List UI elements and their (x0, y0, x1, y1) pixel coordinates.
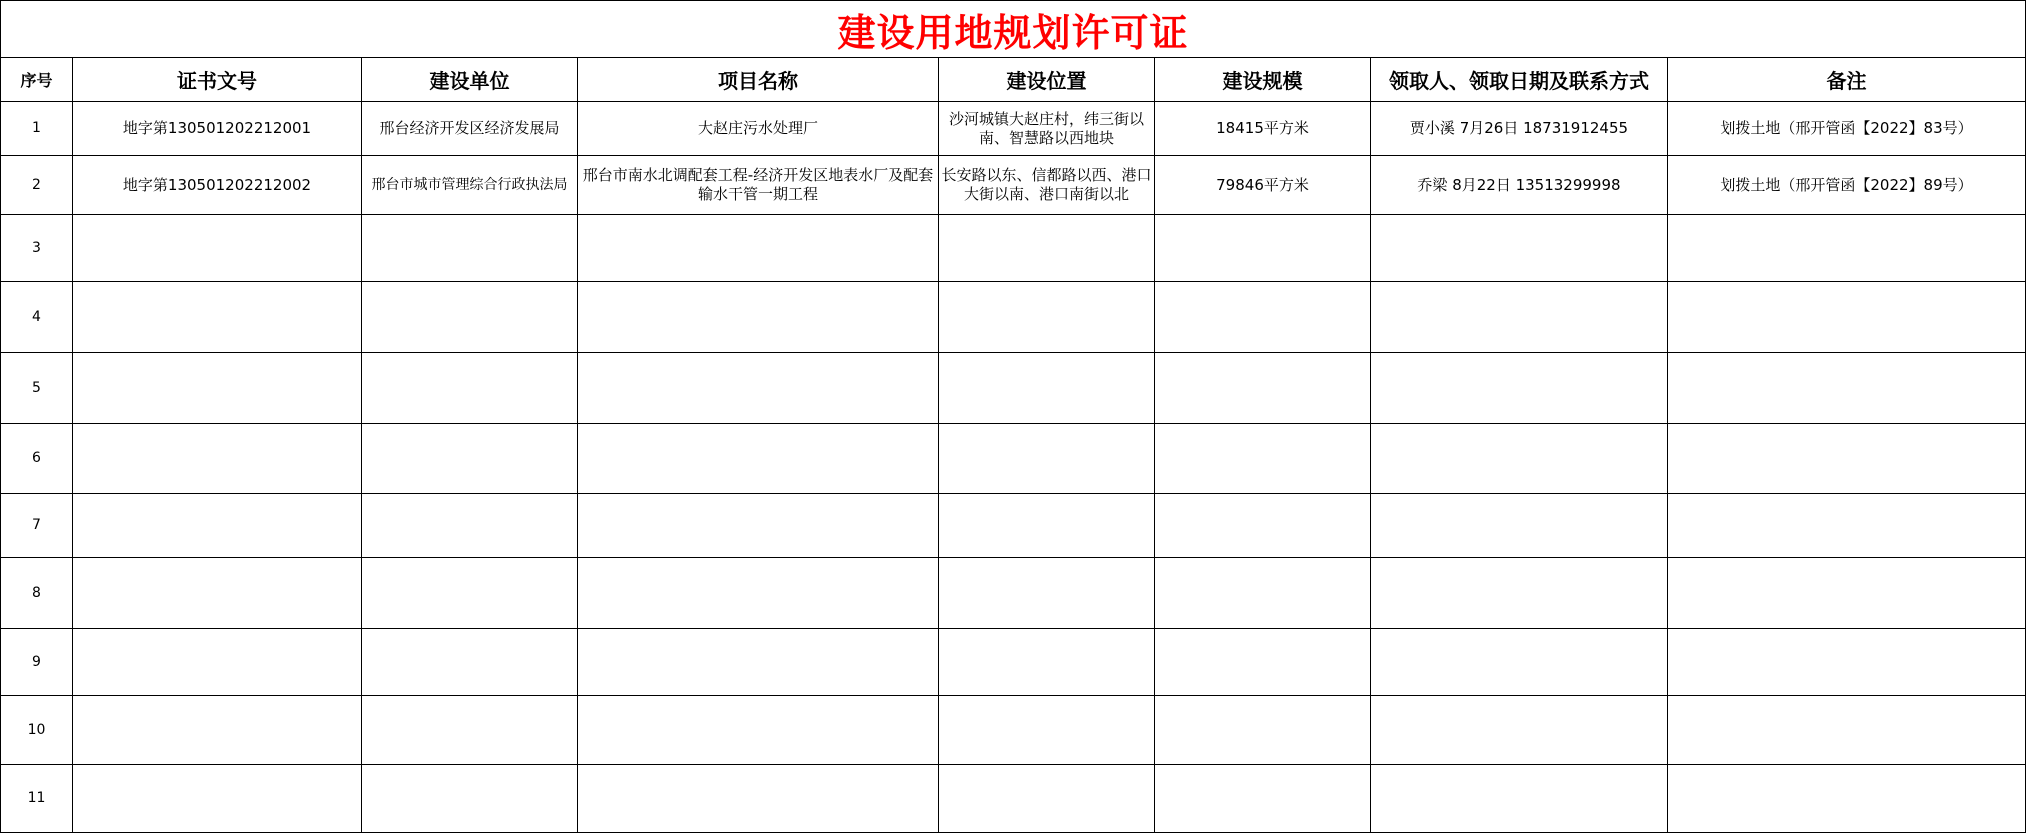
table-row (1, 282, 2026, 353)
empty-cell[interactable] (939, 629, 1155, 696)
empty-cell[interactable] (362, 558, 578, 629)
empty-cell[interactable] (362, 696, 578, 765)
empty-cell[interactable] (578, 494, 939, 558)
empty-cell[interactable] (1668, 424, 2026, 494)
cell-index[interactable]: 3 (1, 215, 73, 282)
page-title[interactable]: 建设用地规划许可证 (1, 1, 2026, 58)
empty-cell[interactable] (73, 282, 362, 353)
cell-index[interactable]: 8 (1, 558, 73, 629)
cell-scale[interactable]: 18415平方米 (1155, 102, 1371, 156)
empty-cell[interactable] (939, 424, 1155, 494)
empty-cell[interactable] (939, 215, 1155, 282)
empty-cell[interactable] (362, 424, 578, 494)
empty-cell[interactable] (578, 215, 939, 282)
table-row (1, 765, 2026, 833)
cell-index[interactable]: 5 (1, 353, 73, 424)
empty-cell[interactable] (578, 424, 939, 494)
empty-cell[interactable] (1371, 282, 1668, 353)
cell-location[interactable]: 沙河城镇大赵庄村，纬三街以南、智慧路以西地块 (939, 102, 1155, 156)
empty-cell[interactable] (1155, 629, 1371, 696)
empty-cell[interactable] (1371, 424, 1668, 494)
cell-remark[interactable]: 划拨土地（邢开管函【2022】89号） (1668, 156, 2026, 215)
empty-cell[interactable] (1668, 353, 2026, 424)
empty-cell[interactable] (73, 424, 362, 494)
empty-cell[interactable] (1668, 215, 2026, 282)
cell-project[interactable]: 邢台市南水北调配套工程-经济开发区地表水厂及配套输水干管一期工程 (578, 156, 939, 215)
empty-cell[interactable] (1371, 353, 1668, 424)
table-row (1, 696, 2026, 765)
empty-cell[interactable] (1371, 558, 1668, 629)
cell-index[interactable]: 7 (1, 494, 73, 558)
empty-cell[interactable] (1155, 353, 1371, 424)
title-row (1, 1, 2026, 58)
cell-cert-no[interactable]: 地字第130501202212001 (73, 102, 362, 156)
empty-cell[interactable] (1668, 494, 2026, 558)
empty-cell[interactable] (1371, 765, 1668, 833)
empty-cell[interactable] (1155, 282, 1371, 353)
cell-index[interactable]: 11 (1, 765, 73, 833)
cell-receiver[interactable]: 乔梁 8月22日 13513299998 (1371, 156, 1668, 215)
empty-cell[interactable] (939, 494, 1155, 558)
header-receiver[interactable]: 领取人、领取日期及联系方式 (1371, 58, 1668, 102)
cell-scale[interactable]: 79846平方米 (1155, 156, 1371, 215)
cell-location[interactable]: 长安路以东、信都路以西、港口大街以南、港口南街以北 (939, 156, 1155, 215)
table-row (1, 424, 2026, 494)
table-row (1, 215, 2026, 282)
table-row (1, 156, 2026, 215)
empty-cell[interactable] (73, 558, 362, 629)
header-scale[interactable]: 建设规模 (1155, 58, 1371, 102)
empty-cell[interactable] (939, 353, 1155, 424)
cell-receiver[interactable]: 贾小溪 7月26日 18731912455 (1371, 102, 1668, 156)
table-row (1, 629, 2026, 696)
empty-cell[interactable] (362, 765, 578, 833)
empty-cell[interactable] (1371, 215, 1668, 282)
empty-cell[interactable] (1668, 765, 2026, 833)
empty-cell[interactable] (73, 353, 362, 424)
empty-cell[interactable] (362, 494, 578, 558)
empty-cell[interactable] (362, 629, 578, 696)
empty-cell[interactable] (1371, 494, 1668, 558)
empty-cell[interactable] (578, 282, 939, 353)
empty-cell[interactable] (578, 353, 939, 424)
empty-cell[interactable] (1371, 629, 1668, 696)
header-unit[interactable]: 建设单位 (362, 58, 578, 102)
cell-cert-no[interactable]: 地字第130501202212002 (73, 156, 362, 215)
empty-cell[interactable] (1155, 696, 1371, 765)
empty-cell[interactable] (73, 629, 362, 696)
empty-cell[interactable] (578, 696, 939, 765)
empty-cell[interactable] (939, 765, 1155, 833)
cell-index[interactable]: 6 (1, 424, 73, 494)
header-remark[interactable]: 备注 (1668, 58, 2026, 102)
cell-index[interactable]: 1 (1, 102, 73, 156)
empty-cell[interactable] (939, 696, 1155, 765)
cell-index[interactable]: 2 (1, 156, 73, 215)
empty-cell[interactable] (939, 558, 1155, 629)
empty-cell[interactable] (73, 215, 362, 282)
empty-cell[interactable] (939, 282, 1155, 353)
empty-cell[interactable] (578, 558, 939, 629)
table-row (1, 102, 2026, 156)
table-row (1, 558, 2026, 629)
empty-cell[interactable] (73, 494, 362, 558)
cell-unit[interactable]: 邢台市城市管理综合行政执法局 (362, 156, 578, 215)
empty-cell[interactable] (1155, 424, 1371, 494)
empty-cell[interactable] (73, 696, 362, 765)
empty-cell[interactable] (578, 629, 939, 696)
cell-index[interactable]: 10 (1, 696, 73, 765)
header-row (1, 58, 2026, 102)
header-project[interactable]: 项目名称 (578, 58, 939, 102)
empty-cell[interactable] (1371, 696, 1668, 765)
empty-cell[interactable] (362, 215, 578, 282)
empty-cell[interactable] (1668, 558, 2026, 629)
empty-cell[interactable] (1668, 282, 2026, 353)
empty-cell[interactable] (362, 353, 578, 424)
empty-cell[interactable] (1155, 558, 1371, 629)
header-location[interactable]: 建设位置 (939, 58, 1155, 102)
empty-cell[interactable] (578, 765, 939, 833)
empty-cell[interactable] (73, 765, 362, 833)
cell-project[interactable]: 大赵庄污水处理厂 (578, 102, 939, 156)
header-index[interactable]: 序号 (1, 58, 73, 102)
cell-unit[interactable]: 邢台经济开发区经济发展局 (362, 102, 578, 156)
table-row (1, 494, 2026, 558)
empty-cell[interactable] (1155, 765, 1371, 833)
empty-cell[interactable] (1668, 696, 2026, 765)
cell-remark[interactable]: 划拨土地（邢开管函【2022】83号） (1668, 102, 2026, 156)
table-row (1, 353, 2026, 424)
empty-cell[interactable] (1155, 215, 1371, 282)
empty-cell[interactable] (362, 282, 578, 353)
cell-index[interactable]: 4 (1, 282, 73, 353)
cell-index[interactable]: 9 (1, 629, 73, 696)
empty-cell[interactable] (1155, 494, 1371, 558)
header-cert-no[interactable]: 证书文号 (73, 58, 362, 102)
empty-cell[interactable] (1668, 629, 2026, 696)
